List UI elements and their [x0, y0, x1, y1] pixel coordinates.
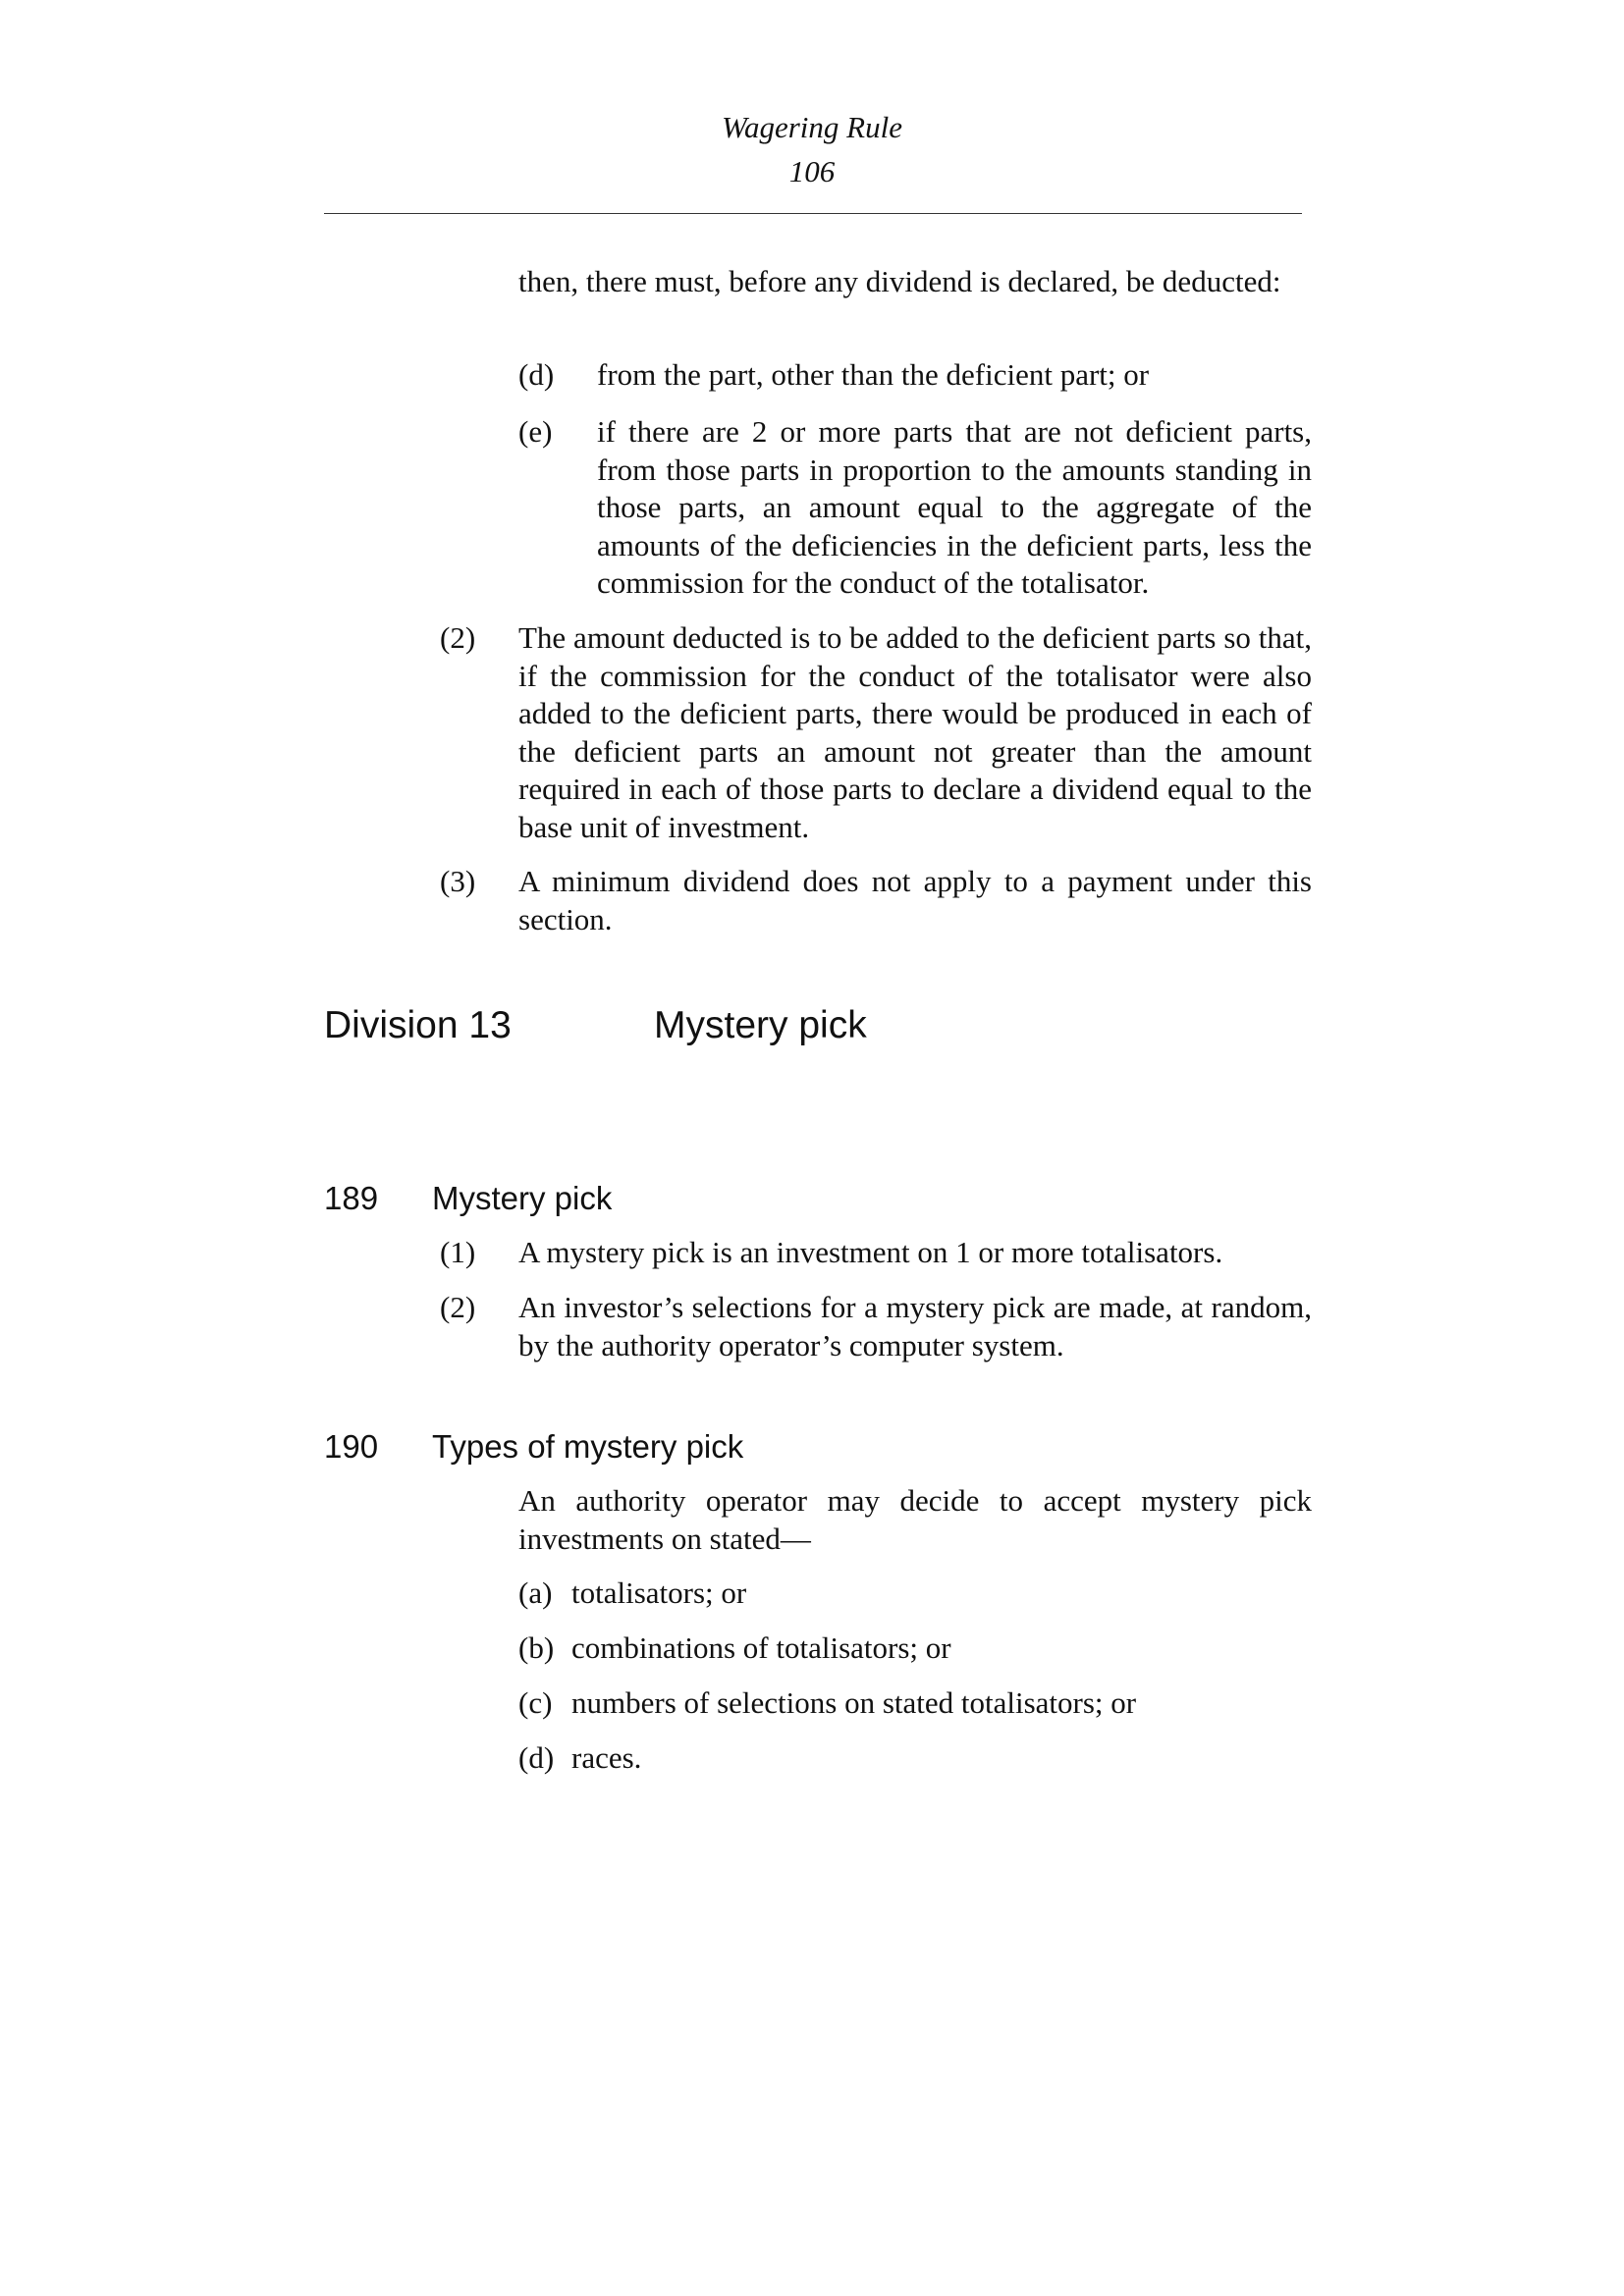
s189-label-1: (1)	[440, 1235, 476, 1269]
section-title-190: Types of mystery pick	[432, 1428, 744, 1465]
item-text-d: from the part, other than the deficient part; or	[597, 357, 1150, 392]
section-number-190: 190	[324, 1428, 379, 1465]
page-number: 106	[788, 154, 836, 188]
running-header-title: Wagering Rule	[722, 110, 902, 144]
s190-text-d: races.	[571, 1740, 642, 1775]
subsection-text-2: The amount deducted is to be added to the deficient parts so that, if the commission for the conduct of the totalisator were also added to the deficient parts, there would be produced in each of the deficient parts an amount not greater than the amount required in each of those parts to declare a dividend equal to the base unit of investment.	[518, 620, 1312, 844]
s190-text-b: combinations of totalisators; or	[571, 1630, 951, 1665]
item-label-e: (e)	[518, 414, 553, 449]
s189-text-1: A mystery pick is an investment on 1 or more totalisators.	[518, 1235, 1223, 1269]
s190-label-b: (b)	[518, 1630, 555, 1665]
item-label-d: (d)	[518, 357, 555, 392]
section-title-189: Mystery pick	[432, 1180, 613, 1216]
section-number-189: 189	[324, 1180, 379, 1216]
subsection-text-3: A minimum dividend does not apply to a payment under this section.	[518, 864, 1312, 936]
s190-intro: An authority operator may decide to accept mystery pick investments on stated—	[518, 1483, 1312, 1556]
s190-text-c: numbers of selections on stated totalisators; or	[571, 1685, 1137, 1720]
division-title: Mystery pick	[654, 1004, 867, 1046]
s190-label-c: (c)	[518, 1685, 553, 1720]
header-divider	[324, 213, 1302, 214]
s189-label-2: (2)	[440, 1290, 476, 1324]
s190-label-d: (d)	[518, 1740, 555, 1775]
subsection-label-3: (3)	[440, 864, 476, 898]
division-number: Division 13	[324, 1004, 512, 1046]
s190-label-a: (a)	[518, 1575, 553, 1610]
subsection-label-2: (2)	[440, 620, 476, 655]
continuation-intro: then, there must, before any dividend is declared, be deducted:	[518, 264, 1281, 298]
s190-text-a: totalisators; or	[571, 1575, 747, 1610]
s189-text-2: An investor’s selections for a mystery pick are made, at random, by the authority operator’s computer system.	[518, 1290, 1312, 1362]
item-text-e: if there are 2 or more parts that are not deficient parts, from those parts in proportion to the amounts standing in those parts, an amount equal to the aggregate of the amounts of the deficiencies in the deficient parts, less the commission for the conduct of the totalisator.	[597, 414, 1312, 600]
